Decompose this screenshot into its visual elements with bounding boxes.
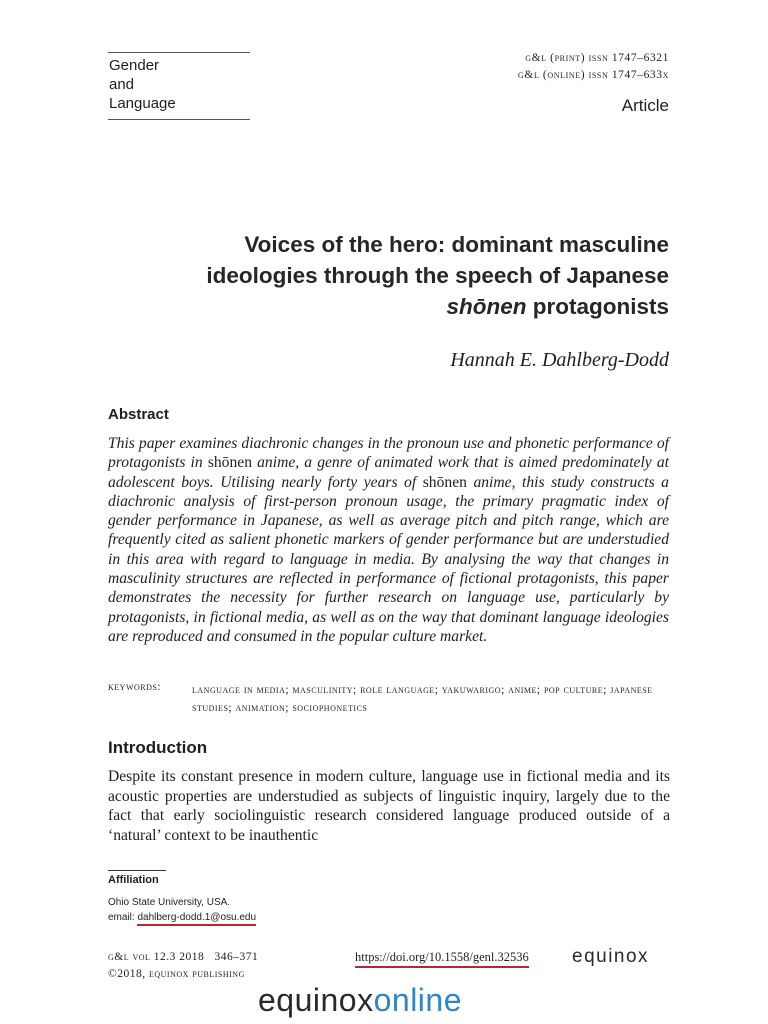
introduction-text: Despite its constant presence in modern culture, language use in fictional media and its acoustic properties are understudied as subjects of linguistic inquiry, largely due to the fact that early sociolinguistic research considered language produced outside of a ‘natural’ context to be inauthentic bbox=[108, 768, 670, 845]
author-name: Hannah E. Dahlberg-Dodd bbox=[450, 349, 669, 371]
journal-name-line-3: Language bbox=[109, 95, 176, 112]
email-link[interactable]: dahlberg-dodd.1@osu.edu bbox=[137, 912, 256, 926]
equinoxonline-logo-part-2: online bbox=[373, 982, 462, 1018]
keywords-label: keywords: bbox=[108, 681, 162, 693]
title-line-3-rest: protagonists bbox=[526, 294, 669, 319]
affiliation-email bbox=[108, 912, 256, 923]
title-line-1: Voices of the hero: dominant masculine bbox=[244, 232, 669, 257]
journal-name-line-2: and bbox=[109, 76, 135, 93]
volume-number: g&l vol 12.3 2018 bbox=[108, 951, 205, 963]
article-type: Article bbox=[621, 96, 669, 115]
issn-print: g&l (print) issn 1747–6321 bbox=[525, 52, 669, 64]
issn-online: g&l (online) issn 1747–633x bbox=[518, 69, 669, 81]
copyright: ©2018, equinox publishing bbox=[108, 968, 245, 980]
abstract-part-2: anime, a genre of animated work that is aimed predominately at adolescent boys. Utilising nearly forty years of bbox=[108, 454, 669, 491]
doi-link[interactable]: https://doi.org/10.1558/genl.32536 bbox=[355, 950, 529, 968]
abstract-text bbox=[108, 434, 669, 646]
affiliation-rule bbox=[108, 870, 166, 871]
equinoxonline-logo-part-1: equinox bbox=[258, 982, 374, 1018]
volume-info bbox=[108, 951, 258, 963]
affiliation-institution: Ohio State University, USA. bbox=[108, 897, 231, 908]
abstract-part-3: anime, this study constructs a diachronic analysis of first-person pronoun usage, the primary pragmatic index of gender performance in Japanese, as well as average pitch and pitch range, which are frequently cited as salient phonetic markers of gender performance but are understudied in this area with regard to language in media. By analysing the way that changes in masculinity structures are reflected in performance of fictional protagonists, this paper demonstrates the necessity for further research on language use, particularly by protagonists, in fictional media, as well as on the way that dominant language ideologies are reproduced and consumed in the popular culture market. bbox=[108, 473, 669, 645]
article-title bbox=[109, 229, 669, 322]
keywords-list: language in media; masculinity; role language; yakuwarigo; anime; pop culture; japanese studies; animation; sociophonetics bbox=[192, 684, 653, 714]
abstract-term-2: shōnen bbox=[422, 473, 467, 491]
abstract-part-1: This paper examines diachronic changes in the pronoun use and phonetic performance of protagonists in bbox=[108, 435, 669, 472]
title-italic-term: shōnen bbox=[446, 294, 527, 319]
title-line-2: ideologies through the speech of Japanese bbox=[206, 263, 669, 288]
journal-name bbox=[109, 56, 176, 113]
abstract-heading: Abstract bbox=[108, 406, 169, 423]
title-line-3 bbox=[109, 291, 669, 322]
equinox-logo: equinox bbox=[572, 946, 650, 967]
affiliation-heading: Affiliation bbox=[108, 874, 159, 886]
introduction-heading: Introduction bbox=[108, 738, 208, 757]
page-range: 346–371 bbox=[214, 951, 259, 963]
journal-name-line-1: Gender bbox=[109, 57, 160, 74]
equinoxonline-logo bbox=[258, 982, 462, 1019]
abstract-term-1: shōnen bbox=[207, 454, 252, 472]
email-label: email: bbox=[108, 912, 138, 923]
